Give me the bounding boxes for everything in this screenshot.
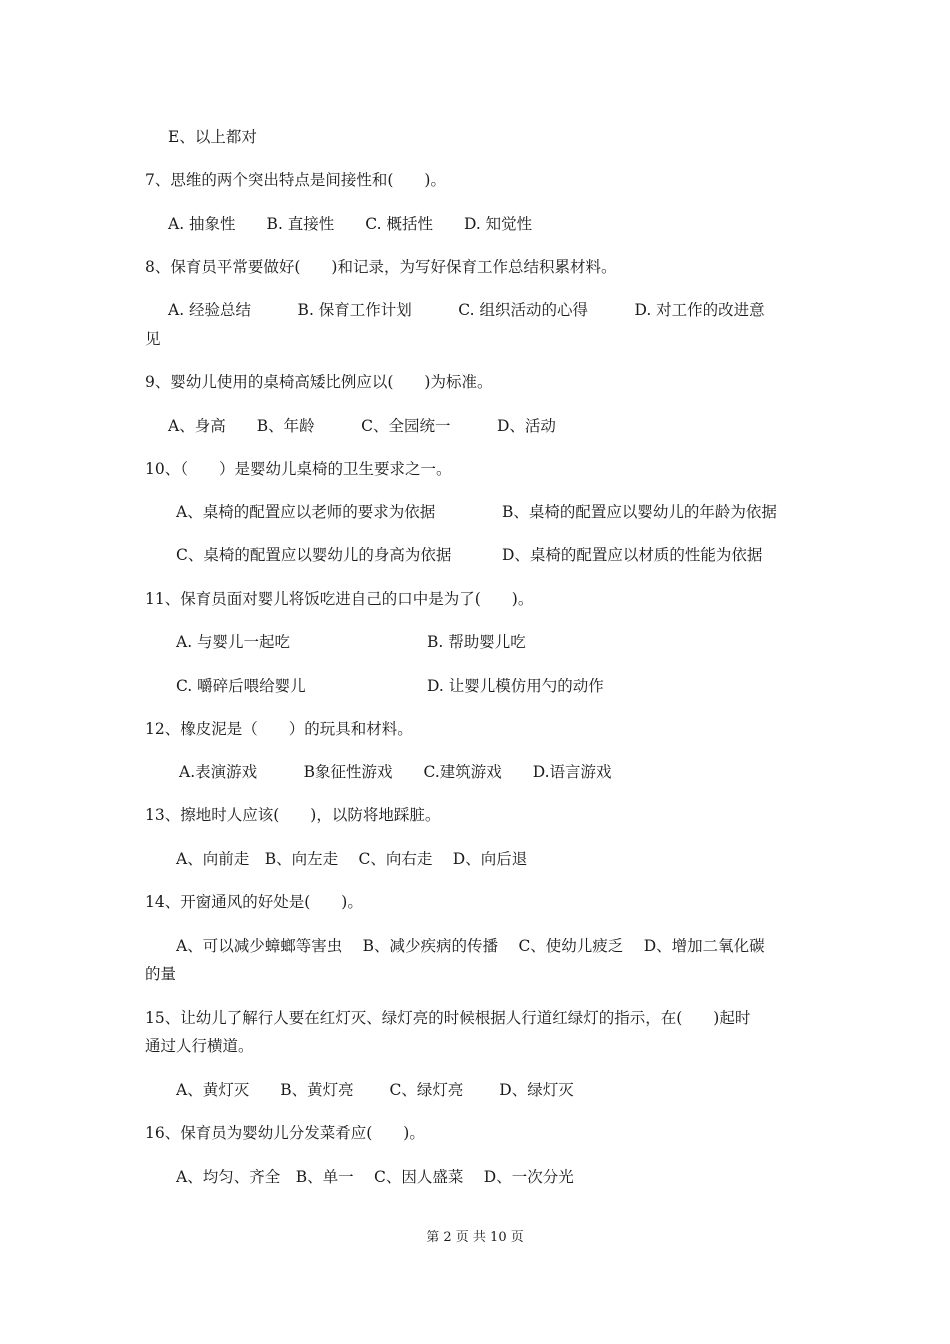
question-10-option-a: A、桌椅的配置应以老师的要求为依据: [176, 503, 436, 521]
question-8: 8、保育员平常要做好( )和记录，为写好保育工作总结积累材料。: [145, 258, 617, 276]
question-10-option-c: C、桌椅的配置应以婴幼儿的身高为依据: [176, 546, 452, 564]
question-11-option-c: C. 嚼碎后喂给婴儿: [176, 677, 306, 695]
question-16-options: A、均匀、齐全 B、单一 C、因人盛菜 D、一次分光: [176, 1168, 574, 1186]
question-14-options-wrap: 的量: [145, 965, 177, 983]
question-7: 7、思维的两个突出特点是间接性和( )。: [145, 171, 446, 189]
question-16: 16、保育员为婴幼儿分发菜肴应( )。: [145, 1124, 425, 1142]
option-e: E、以上都对: [168, 128, 257, 146]
question-13: 13、擦地时人应该( )，以防将地踩脏。: [145, 806, 441, 824]
question-11-option-a: A. 与婴儿一起吃: [176, 633, 291, 651]
question-10-option-b: B、桌椅的配置应以婴幼儿的年龄为依据: [502, 503, 777, 521]
question-15-options: A、黄灯灭 B、黄灯亮 C、绿灯亮 D、绿灯灭: [176, 1081, 574, 1099]
question-9: 9、婴幼儿使用的桌椅高矮比例应以( )为标准。: [145, 373, 493, 391]
question-14-options: A、可以减少蟑螂等害虫 B、减少疾病的传播 C、使幼儿疲乏 D、增加二氧化碳: [176, 937, 765, 955]
question-8-options-wrap: 见: [145, 330, 161, 348]
question-7-options: A. 抽象性 B. 直接性 C. 概括性 D. 知觉性: [168, 215, 533, 233]
question-13-options: A、向前走 B、向左走 C、向右走 D、向后退: [176, 850, 528, 868]
question-15: 15、让幼儿了解行人要在红灯灭、绿灯亮的时候根据人行道红绿灯的指示，在( )起时: [145, 1009, 751, 1027]
question-10: 10、（ ）是婴幼儿桌椅的卫生要求之一。: [145, 460, 452, 478]
question-15-wrap: 通过人行横道。: [145, 1037, 254, 1055]
question-11: 11、保育员面对婴儿将饭吃进自己的口中是为了( )。: [145, 590, 534, 608]
question-9-options: A、身高 B、年龄 C、全园统一 D、活动: [168, 417, 556, 435]
question-12-options: A.表演游戏 B象征性游戏 C.建筑游戏 D.语言游戏: [179, 763, 612, 781]
question-8-options: A. 经验总结 B. 保育工作计划 C. 组织活动的心得 D. 对工作的改进意: [168, 301, 765, 319]
question-11-option-b: B. 帮助婴儿吃: [427, 633, 526, 651]
question-14: 14、开窗通风的好处是( )。: [145, 893, 363, 911]
question-11-option-d: D. 让婴儿模仿用勺的动作: [427, 677, 604, 695]
page-footer: 第 2 页 共 10 页: [426, 1230, 524, 1245]
question-12: 12、橡皮泥是（ ）的玩具和材料。: [145, 720, 413, 738]
question-10-option-d: D、桌椅的配置应以材质的性能为依据: [502, 546, 763, 564]
